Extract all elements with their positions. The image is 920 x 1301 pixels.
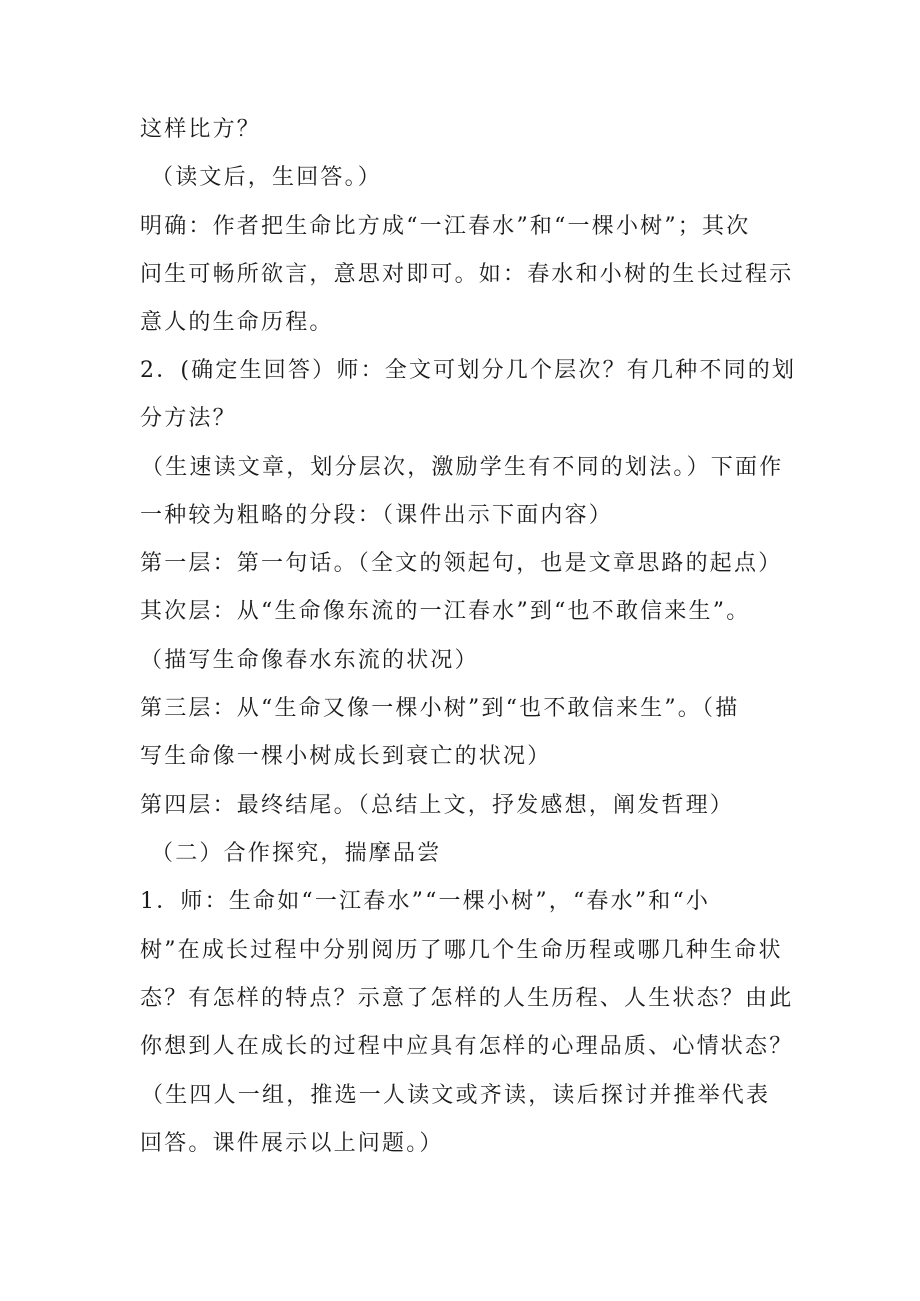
text-line: （描写生命像春水东流的状况） — [140, 648, 479, 673]
text-line: 第四层：最终结尾。（总结上文，抒发感想，阐发哲理） — [140, 793, 735, 818]
text-line: 一种较为粗略的分段：（课件出示下面内容） — [140, 503, 614, 528]
text-line: 意人的生命历程。 — [140, 310, 334, 335]
text-line: 1．师：生命如“一江春水”“一棵小树”，“春水”和“小 — [140, 889, 711, 914]
text-line: 第一层：第一句话。（全文的领起句，也是文章思路的起点） — [140, 551, 783, 576]
text-line: 态？有怎样的特点？示意了怎样的人生历程、人生状态？由此 — [140, 986, 794, 1011]
text-line: 其次层：从“生命像东流的一江春水”到“也不敢信来生”。 — [140, 599, 751, 624]
text-line: 第三层：从“生命又像一棵小树”到“也不敢信来生”。（描 — [140, 696, 740, 721]
text-line: （读文后，生回答。） — [151, 165, 383, 190]
text-line: 这样比方？ — [140, 117, 262, 142]
section-heading: （二）合作探究，揣摩品尝 — [151, 841, 442, 866]
text-line: 树”在成长过程中分别阅历了哪几个生命历程或哪几种生命状 — [140, 938, 783, 963]
text-line: 写生命像一棵小树成长到衰亡的状况） — [140, 744, 552, 769]
text-line: 问生可畅所欲言，意思对即可。如：春水和小树的生长过程示 — [140, 262, 794, 287]
text-line: 2．(确定生回答）师：全文可划分几个层次？有几种不同的划 — [140, 358, 797, 383]
text-line: 明确：作者把生命比方成“一江春水”和“一棵小树”；其次 — [140, 214, 751, 239]
text-line: 你想到人在成长的过程中应具有怎样的心理品质、心情状态？ — [140, 1034, 794, 1059]
text-line: （生速读文章，划分层次，激励学生有不同的划法。）下面作 — [141, 455, 784, 480]
text-line: （生四人一组，推选一人读文或齐读，读后探讨并推举代表 — [141, 1083, 771, 1108]
text-line: 分方法？ — [140, 406, 237, 431]
text-line: 回答。课件展示以上问题。） — [140, 1131, 444, 1156]
